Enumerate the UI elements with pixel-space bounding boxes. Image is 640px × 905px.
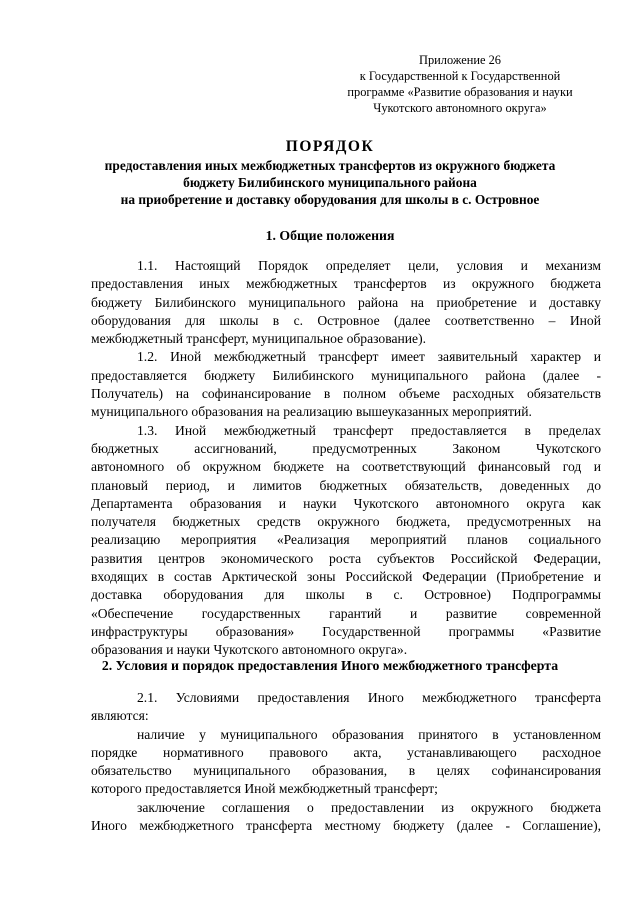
title-sub-line: на приобретение и доставку оборудования для школы в с. Островное [120,192,540,207]
text-line: муниципального образования на реализацию вышеуказанных мероприятий. [91,404,532,420]
title-main: ПОРЯДОК [285,138,375,155]
text-line: входящих в состав Арктической зоны Российской Федерации (Приобретение и [91,569,601,585]
text-line: бюджету Билибинского муниципального района на приобретение и доставку [91,294,601,310]
text-line: Департамента образования и науки Чукотского автономного округа как [91,495,601,511]
title-sub-line: предоставления иных межбюджетных трансфертов из окружного бюджета [104,158,556,173]
text-line: «Обеспечение государственных гарантий и развитие современной [91,605,601,621]
annex-line: Приложение 26 [419,53,501,67]
section-1-heading: 1. Общие положения [265,228,395,243]
text-line: которого предоставляется Иной межбюджетный трансферт; [91,781,438,797]
text-line: обязательство муниципального образования, в целях софинансирования [91,763,601,779]
section-2-heading: 2. Условия и порядок предоставления Иного межбюджетного трансферта [101,658,559,673]
text-line: являются: [91,708,149,724]
title-sub-line: бюджету Билибинского муниципального района [183,175,477,190]
section-2-body [91,689,601,835]
text-line: оборудования для школы в с. Островное (далее соответственно – Иной [91,312,601,328]
text-line: бюджетных ассигнований, предусмотренных Законом Чукотского [91,440,601,456]
annex-note [340,52,580,116]
document-title [60,137,600,208]
text-line: доставка оборудования для школы в с. Островное) Подпрограммы [91,587,601,603]
text-line: плановый период, и лимитов бюджетных обязательств, доведенных до [91,477,601,493]
text-line: предоставления иных межбюджетных трансфертов из окружного бюджета [91,276,601,292]
text-line: порядке нормативного правового акта, устанавливающего расходное [91,744,601,760]
text-line: Получатель) на софинансирование в полном объеме расходных обязательств [91,386,601,402]
annex-line: программе «Развитие образования и науки [347,85,573,99]
text-line: получателя бюджетных средств окружного бюджета, предусмотренных на [91,514,601,530]
text-line: 2.1. Условиями предоставления Иного межбюджетного трансферта [137,690,601,705]
text-line: автономного об окружном бюджете на соответствующий финансовый год и [91,459,601,475]
annex-line: к Государственной к Государственной [359,69,561,83]
section-1-body [91,257,601,660]
text-line: 1.2. Иной межбюджетный трансферт имеет заявительный характер и [137,349,601,365]
text-line: Иного межбюджетного трансферта местному бюджету (далее - Соглашение), [91,818,601,834]
annex-line: Чукотского автономного округа» [373,101,547,115]
text-line: реализацию мероприятия «Реализация мероприятий планов социального [91,532,601,548]
text-line: развития центров экономического роста субъектов Российской Федерации, [91,550,601,566]
text-line: 1.3. Иной межбюджетный трансферт предоставляется в пределах [137,422,601,438]
text-line: наличие у муниципального образования принятого в установленном [137,726,601,742]
text-line: заключение соглашения о предоставлении из окружного бюджета [137,799,601,815]
text-line: межбюджетный трансферт, муниципальное образование). [91,331,426,347]
text-line: предоставляется бюджету Билибинского муниципального района (далее - [91,367,601,383]
text-line: 1.1. Настоящий Порядок определяет цели, условия и механизм [137,258,601,273]
text-line: инфраструктуры образования» Государственной программы «Развитие [91,623,601,639]
text-line: образования и науки Чукотского автономного округа». [91,642,408,658]
